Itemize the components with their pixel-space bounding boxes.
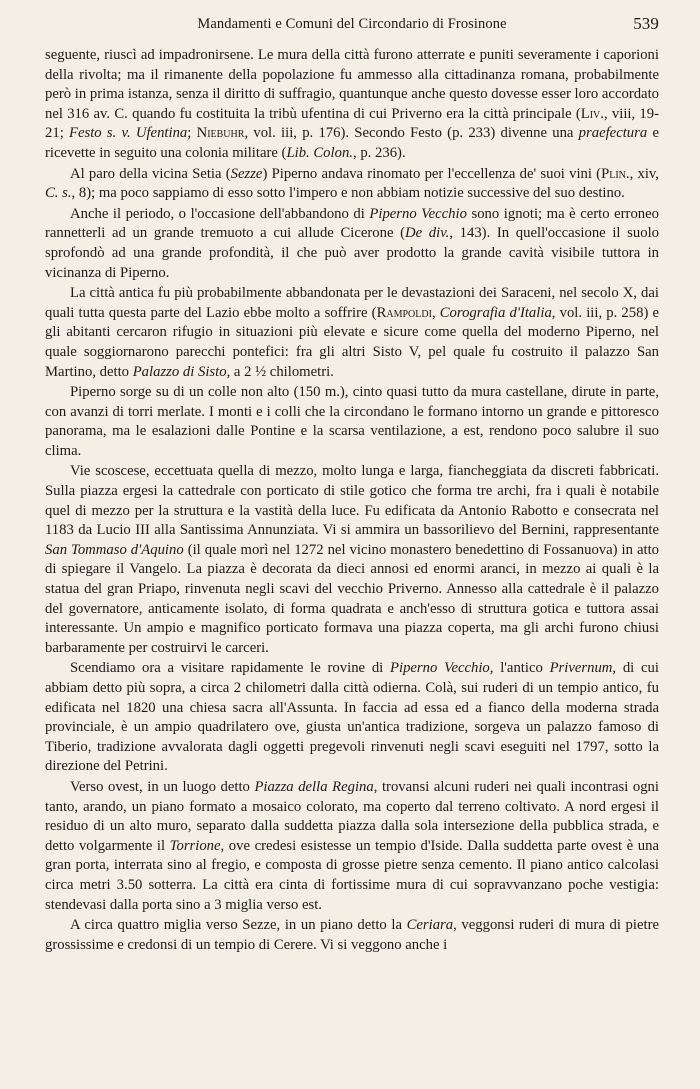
text-run: Al paro della vicina Setia ( [70,165,231,182]
italic-text: Ceriara [406,917,454,934]
italic-text: Piperno Vecchio [369,205,467,222]
text-run: , l'antico [489,660,550,677]
text-run: La città antica fu più probabilmente abbandonata per le devastazioni dei Saraceni, nel secolo X, dai quali tutta questa parte del Lazio ebbe molto a soffrire ( [45,285,659,321]
text-run: , veggonsi ruderi di mura di pietre grossissime e credonsi di un tempio di Cerere. Vi si veggono anche i [45,917,659,953]
page-number: 539 [633,14,659,33]
italic-text: Corografia d'Italia [439,304,552,321]
running-head [45,12,659,46]
text-run: ; [187,125,197,142]
body-text [45,46,659,955]
paragraph [45,916,659,955]
text-run: Piperno sorge su di un colle non alto (150 m.), cinto quasi tutto da mura castellane, dirute in parte, con avanzi di torri merlate. I monti e i colli che la circondano le formano intorno un grande e pittoresco panorama, ma le esalazioni dalle Pontine e la scarsa ventilazione, a est, rendono poco salubre il suo clima. [45,384,659,459]
paragraph [45,284,659,382]
text-run: , di cui abbiam detto più sopra, a circa 2 chilometri dalla città odierna. Colà, sui ruderi di un tempio antico, fu edificata nel 1820 una chiesa sacra all'Assunta. In faccia ad essa ed a fianco della moderna strada provinciale, è un ampio quadrilatero ove, giusta un'antica tradizione, sorgeva un palazzo famoso di Tiberio, tradizione avvalorata dagli oggetti pregevoli rinvenuti negli scavi eseguiti nel 1797, sotto la direzione del Petrini. [45,660,659,775]
text-run: , ove credesi esistesse un tempio d'Iside. Dalla suddetta parte ovest è una gran porta, interrata sino al fregio, e composta di grosse pietre senza cemento. Il piano antico calcolasi circa metri 3.50 sotterra. La città era cinta di fortissime mura di cui sopravvanzano poche vestigia: stendevasi dalla porta sino a 3 miglia verso est. [45,837,659,913]
text-run: seguente, riuscì ad impadronirsene. Le mura della città furono atterrate e puniti severamente i caporioni della rivolta; ma il rimanente della popolazione fu ammesso alla cittadinanza romana, probabilmente però in prima istanza, senza il diritto di suffragio, quantunque anche questo dovesse esser loro accordato nel 316 av. C. quando fu costituita la tribù ufentina di cui Priverno era la città principale ( [45,47,659,122]
text-run: , [431,304,440,321]
paragraph [45,659,659,777]
paragraph [45,165,659,204]
text-run: , viii, 19-21; [45,105,659,142]
italic-text: Festo s. v. Ufentina [69,125,188,142]
italic-text: Piperno Vecchio [390,660,490,677]
text-run: , a 2 ½ chilometri. [226,363,334,380]
text-run: Vie scoscese, eccettuata quella di mezzo, molto lunga e larga, fiancheggiata da discreti fabbricati. Sulla piazza ergesi la cattedrale con porticato di stile gotico che forma tre archi, fra i quali è notabile quel di mezzo per la struttura e la vastità della luce. Fu edificata da Antonio Rabotto e consecrata nel 1183 da Lucio III alla Santissima Annunziata. Vi si ammira un bassorilievo del Bernini, rappresentante [45,463,659,539]
paragraph [45,778,659,915]
text-run: e ricevette in seguito una colonia militare ( [45,125,659,161]
text-run: , trovansi alcuni ruderi nei quali incontrasi ogni tanto, arando, un piano formato a mosaico colorato, ma coperto dal terreno coltivato. A nord ergesi il residuo di un alto muro, separato dalla suddetta piazza dalla sola intersezione della pubblica strada, e detto volgarmente il [45,778,659,854]
italic-text: Palazzo di Sisto [132,363,227,380]
italic-text: De div. [405,225,450,242]
running-title: Mandamenti e Comuni del Circondario di Frosinone [197,16,507,32]
text-run: , vol. iii, p. 258) e gli abitanti cercaron rifugio in situazioni più elevate e sicure come quella del moderno Piperno, nel quale soggiornarono parecchi pontefici: fra gli altri Sisto V, pel quale fu costruito il palazzo San Martino, detto [45,304,660,380]
text-run: , vol. iii, p. 176). Secondo Festo (p. 233) divenne una [244,125,579,142]
text-run: , 143). In quell'occasione il suolo sprofondò ad una grande profondità, il che può aver prodotto la grande cavità visibile tuttora in vicinanza di Piperno. [45,225,659,281]
italic-text: Torrione [169,837,221,854]
text-run: Anche il periodo, o l'occasione dell'abbandono di [70,205,370,222]
text-run: , 8); ma poco sappiamo di esso sotto l'impero e non abbiam notizie successive del suo destino. [71,185,625,202]
italic-text: praefectura [578,125,648,142]
text-run: sono ignoti; ma è certo erroneo rannetterli ad un grande tremuoto a cui allude Cicerone ( [45,205,659,242]
small-caps-text: Rampoldi [376,304,432,321]
paragraph [45,462,659,658]
text-run: , xiv, [629,165,659,182]
text-run: Scendiamo ora a visitare rapidamente le rovine di [70,660,391,677]
paragraph [45,46,659,164]
italic-text: Privernum [549,660,613,677]
small-caps-text: Niebuhr [196,125,245,142]
small-caps-text: Liv. [580,105,604,122]
italic-text: Lib. Colon. [286,144,353,161]
italic-text: San Tommaso d'Aquino [45,541,184,558]
text-run: (il quale morì nel 1272 nel vicino monastero benedettino di Fossanuova) in atto di spiegare il Vangelo. La piazza è decorata da dieci annosi ed enormi aranci, in mezzo ai quali è la statua del gran Priapo, rinvenuta negli scavi del vecchio Priverno. Annesso alla cattedrale è il palazzo del governatore, anticamente isolato, di forma quadrata e anch'esso di struttura gotica e tuttora assai interessante. Un ampio e magnifico porticato formava una piazza coperta, ma gli archi furono chiusi barbaramente per costruirvi le carceri. [45,541,659,656]
italic-text: C. s. [45,185,72,202]
text-run: , p. 236). [352,144,406,161]
italic-text: Piazza della Regina [254,778,374,795]
paragraph [45,205,659,283]
small-caps-text: Plin. [601,165,630,182]
text-run: ) Piperno andava rinomato per l'eccellenza de' suoi vini ( [262,165,602,182]
italic-text: Sezze [230,165,263,182]
text-run: Verso ovest, in un luogo detto [70,778,255,795]
paragraph [45,383,659,461]
text-run: A circa quattro miglia verso Sezze, in un piano detto la [70,917,407,934]
